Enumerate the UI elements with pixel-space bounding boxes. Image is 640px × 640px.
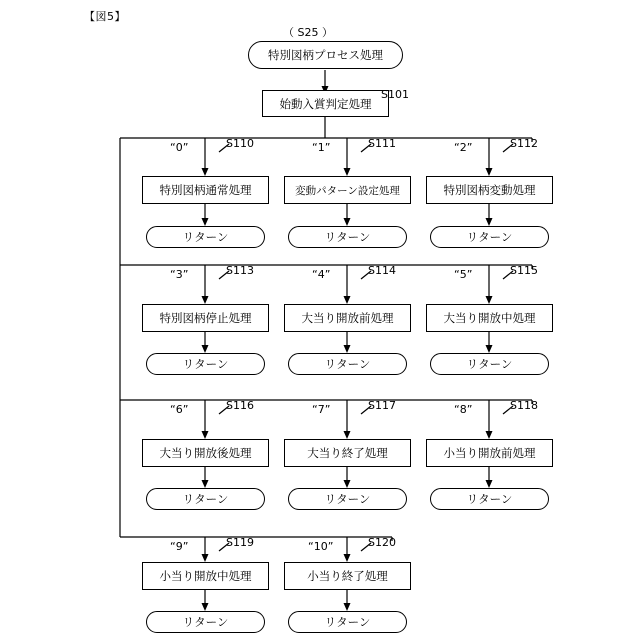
branch-step-2: S112 — [510, 137, 538, 150]
branch-return-4 — [288, 353, 407, 375]
branch-step-0: S110 — [226, 137, 254, 150]
branch-value-8: “8” — [454, 403, 473, 416]
branch-return-label-4: リターン — [324, 357, 371, 371]
branch-return-3 — [146, 353, 265, 375]
branch-value-0: “0” — [170, 141, 189, 154]
branch-step-10: S120 — [368, 536, 396, 549]
decision-label: 始動入賞判定処理 — [279, 96, 372, 111]
branch-return-label-6: リターン — [182, 492, 229, 506]
branch-value-4: “4” — [312, 268, 331, 281]
branch-process-9 — [142, 562, 269, 590]
branch-process-8 — [426, 439, 553, 467]
branch-process-label-0: 特別図柄通常処理 — [159, 183, 252, 197]
branch-step-8: S118 — [510, 399, 538, 412]
branch-process-label-9: 小当り開放中処理 — [159, 569, 252, 583]
branch-value-3: “3” — [170, 268, 189, 281]
branch-process-7 — [284, 439, 411, 467]
branch-return-label-9: リターン — [182, 615, 229, 629]
branch-return-label-10: リターン — [324, 615, 371, 629]
branch-return-label-0: リターン — [182, 230, 229, 244]
branch-return-label-3: リターン — [182, 357, 229, 371]
branch-process-label-4: 大当り開放前処理 — [301, 311, 394, 325]
branch-value-7: “7” — [312, 403, 331, 416]
figure-label: 【図5】 — [84, 10, 126, 23]
branch-value-10: “10” — [308, 540, 334, 553]
branch-return-8 — [430, 488, 549, 510]
branch-return-0 — [146, 226, 265, 248]
branch-value-6: “6” — [170, 403, 189, 416]
branch-value-1: “1” — [312, 141, 331, 154]
branch-process-label-10: 小当り終了処理 — [307, 569, 388, 583]
branch-step-5: S115 — [510, 264, 538, 277]
branch-process-6 — [142, 439, 269, 467]
process-start-label: 特別図柄プロセス処理 — [268, 48, 383, 62]
branch-return-10 — [288, 611, 407, 633]
branch-value-9: “9” — [170, 540, 189, 553]
branch-step-3: S113 — [226, 264, 254, 277]
branch-value-2: “2” — [454, 141, 473, 154]
branch-return-9 — [146, 611, 265, 633]
branch-step-6: S116 — [226, 399, 254, 412]
branch-process-label-2: 特別図柄変動処理 — [443, 183, 536, 197]
process-start-node — [248, 41, 403, 69]
branch-process-10 — [284, 562, 411, 590]
decision-node — [262, 90, 389, 117]
branch-process-label-6: 大当り開放後処理 — [159, 446, 252, 460]
branch-return-label-7: リターン — [324, 492, 371, 506]
branch-process-label-1: 変動パターン設定処理 — [295, 184, 400, 197]
branch-process-label-8: 小当り開放前処理 — [443, 446, 536, 460]
branch-process-label-5: 大当り開放中処理 — [443, 311, 536, 325]
branch-process-label-7: 大当り終了処理 — [307, 446, 388, 460]
branch-process-label-3: 特別図柄停止処理 — [159, 311, 252, 325]
branch-return-1 — [288, 226, 407, 248]
branch-return-7 — [288, 488, 407, 510]
branch-process-3 — [142, 304, 269, 332]
branch-return-6 — [146, 488, 265, 510]
branch-step-1: S111 — [368, 137, 396, 150]
branch-step-4: S114 — [368, 264, 396, 277]
branch-process-1 — [284, 176, 411, 204]
branch-return-2 — [430, 226, 549, 248]
branch-return-label-2: リターン — [466, 230, 513, 244]
branch-step-7: S117 — [368, 399, 396, 412]
branch-step-9: S119 — [226, 536, 254, 549]
branch-process-0 — [142, 176, 269, 204]
branch-process-5 — [426, 304, 553, 332]
branch-process-4 — [284, 304, 411, 332]
decision-step-label: S101 — [381, 88, 409, 101]
branch-return-label-5: リターン — [466, 357, 513, 371]
branch-return-label-1: リターン — [324, 230, 371, 244]
branch-return-label-8: リターン — [466, 492, 513, 506]
top-step-label: （ S25 ） — [283, 26, 333, 39]
branch-process-2 — [426, 176, 553, 204]
branch-value-5: “5” — [454, 268, 473, 281]
branch-return-5 — [430, 353, 549, 375]
